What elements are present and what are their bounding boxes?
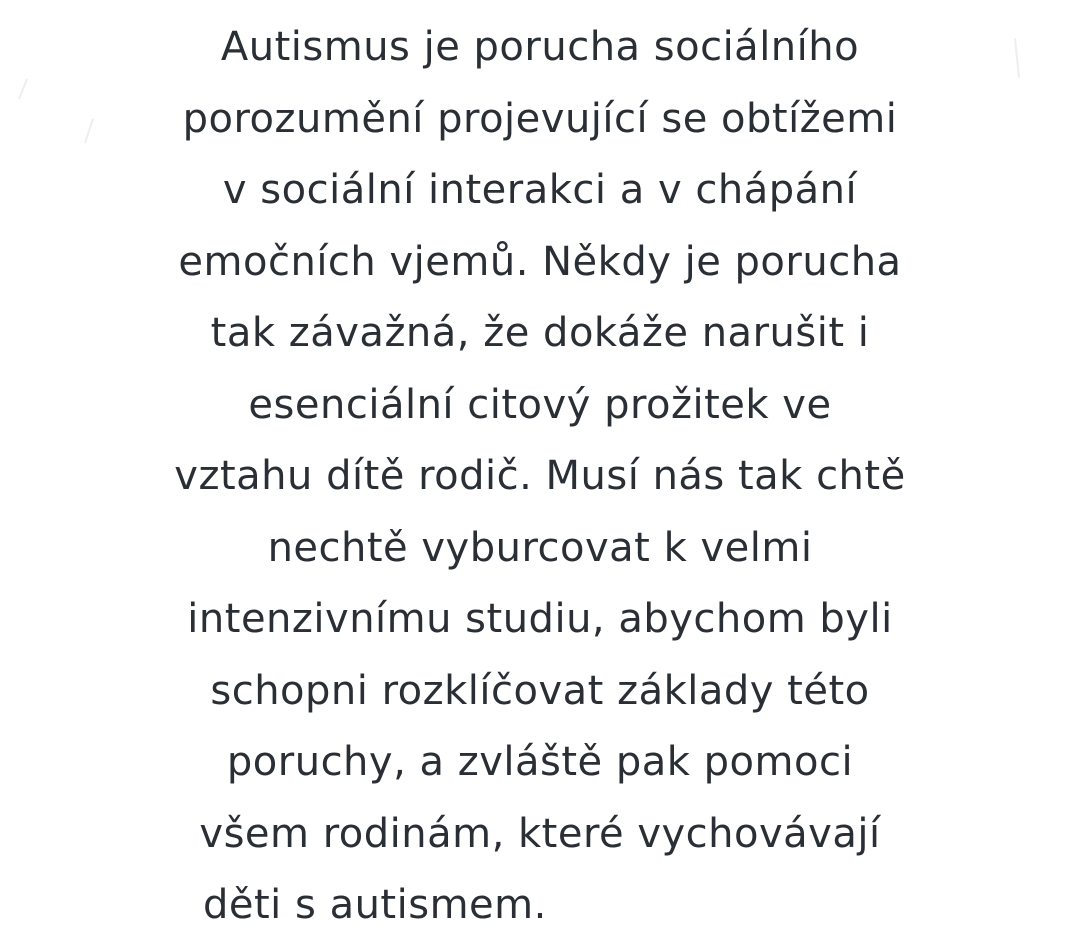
text-line-6: esenciální citový prožitek ve — [248, 381, 832, 428]
text-line-13: děti s autismem. — [203, 882, 547, 928]
text-line-7: vztahu dítě rodič. Musí nás tak chtě — [174, 453, 906, 499]
text-line-3: v sociální interakci a v chápání — [222, 167, 858, 213]
text-line-1: Autismus je porucha sociálního — [220, 24, 860, 70]
text-line-2: porozumění projevující se obtížemi — [182, 95, 898, 142]
text-line-5: tak závažná, že dokáže narušit i — [210, 310, 870, 356]
text-line-11: poruchy, a zvláště pak pomoci — [226, 739, 854, 785]
text-line-10: schopni rozklíčovat základy této — [210, 667, 870, 714]
autism-paragraph — [0, 12, 1080, 942]
text-line-4: emočních vjemů. Někdy je porucha — [178, 238, 902, 285]
text-line-12: všem rodinám, které vychovávají — [199, 810, 881, 857]
text-line-9: intenzivnímu studiu, abychom byli — [187, 596, 893, 642]
text-line-8: nechtě vyburcovat k velmi — [267, 524, 813, 571]
